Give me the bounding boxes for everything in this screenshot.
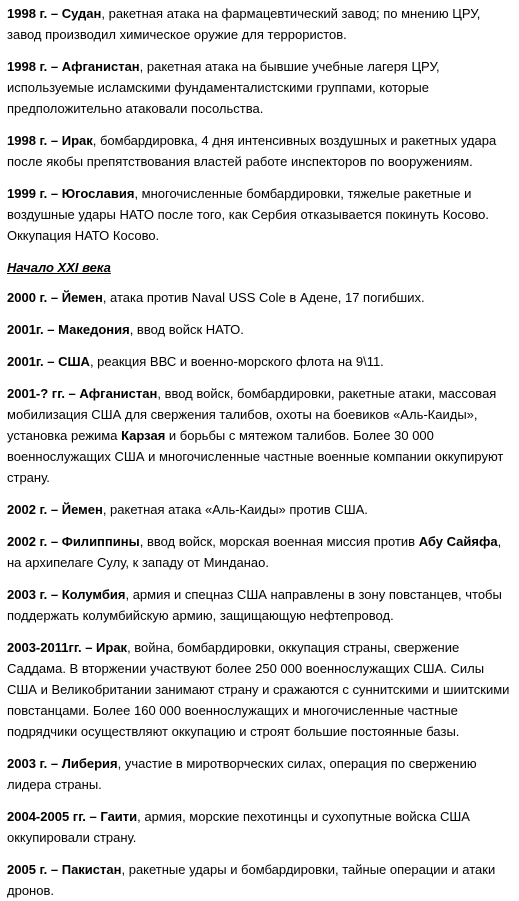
entry-country: Судан bbox=[61, 6, 102, 21]
entry-country: Йемен bbox=[61, 290, 103, 305]
entry-highlight: Абу Сайяфа bbox=[418, 534, 498, 549]
entry-text: , ракетная атака «Аль-Каиды» против США. bbox=[102, 502, 368, 517]
timeline-entry bbox=[7, 753, 513, 795]
entry-date: 2000 г. – bbox=[7, 290, 62, 305]
entry-country: Йемен bbox=[61, 502, 103, 517]
section-title: Начало XXI века bbox=[7, 260, 111, 275]
entry-country: Ирак bbox=[96, 640, 128, 655]
entry-date: 1998 г. – bbox=[7, 6, 62, 21]
entry-text: , ракетные удары и бомбардировки, тайные операции и атаки дронов. bbox=[7, 862, 496, 898]
entry-text: , армия, морские пехотинцы и сухопутные войска США оккупировали страну. bbox=[7, 809, 470, 845]
timeline-entry bbox=[7, 319, 513, 340]
timeline-entry bbox=[7, 499, 513, 520]
timeline-entry bbox=[7, 584, 513, 626]
entry-highlight: Карзая bbox=[121, 428, 166, 443]
timeline-entry bbox=[7, 351, 513, 372]
entry-text: , бомбардировка, 4 дня интенсивных воздушных и ракетных удара после якобы препятствования властей работе инспекторов по вооружениям. bbox=[7, 133, 497, 169]
entry-country: Пакистан bbox=[61, 862, 122, 877]
entry-text: , на архипелаге Сулу, к западу от Минданао. bbox=[7, 534, 502, 570]
entry-country: Ирак bbox=[61, 133, 93, 148]
entry-date: 2003 г. – bbox=[7, 756, 62, 771]
entry-country: США bbox=[58, 354, 90, 369]
entry-text: , атака против Naval USS Cole в Адене, 17 погибших. bbox=[102, 290, 425, 305]
entry-date: 2001г. – bbox=[7, 354, 59, 369]
entry-country: Афганистан bbox=[61, 59, 140, 74]
entry-date: 2001-? гг. – bbox=[7, 386, 80, 401]
entry-country: Афганистан bbox=[79, 386, 158, 401]
entry-date: 2004-2005 гг. – bbox=[7, 809, 101, 824]
entry-text: , ракетная атака на бывшие учебные лагеря ЦРУ, используемые исламскими фундаменталистскими группами, которые предположительно атаковали посольства. bbox=[7, 59, 440, 116]
entry-text: , война, бомбардировки, оккупация страны, свержение Саддама. В вторжении участвуют более 250 000 военнослужащих США. Силы США и Великобритании занимают страну и сражаются с суннитскими и шиитскими повстанцами. Более 160 000 военнослужащих и многочисленные частные подрядчики осуществляют оккупацию и строят большие постоянные базы. bbox=[7, 640, 510, 739]
entry-text: , ввод войск, бомбардировки, ракетные атаки, массовая мобилизация США для свержения талибов, охоты на боевиков «Аль-Каиды», установка режима bbox=[7, 386, 497, 443]
timeline-entry bbox=[7, 3, 513, 45]
entry-country: Либерия bbox=[61, 756, 118, 771]
entry-country: Македония bbox=[58, 322, 130, 337]
entry-text: и борьбы с мятежом талибов. Более 30 000 военнослужащих США и многочисленные частные военные компании оккупируют страну. bbox=[7, 428, 504, 485]
timeline-entry bbox=[7, 287, 513, 308]
timeline-entry bbox=[7, 130, 513, 172]
timeline-entry bbox=[7, 531, 513, 573]
entries-after-section bbox=[7, 287, 513, 901]
timeline-entry bbox=[7, 859, 513, 901]
entry-date: 1998 г. – bbox=[7, 133, 62, 148]
entry-country: Гаити bbox=[100, 809, 138, 824]
entries-before-section bbox=[7, 3, 513, 246]
timeline-entry bbox=[7, 806, 513, 848]
entry-text: , ввод войск, морская военная миссия против bbox=[139, 534, 419, 549]
entry-text: , ракетная атака на фармацевтический завод; по мнению ЦРУ, завод производил химическое оружие для террористов. bbox=[7, 6, 481, 42]
entry-date: 2002 г. – bbox=[7, 502, 62, 517]
timeline-entry bbox=[7, 56, 513, 119]
entry-text: , многочисленные бомбардировки, тяжелые ракетные и воздушные удары НАТО после того, как Сербия отказывается покинуть Косово. Оккупация НАТО Косово. bbox=[7, 186, 489, 243]
entry-date: 2001г. – bbox=[7, 322, 59, 337]
entry-country: Колумбия bbox=[61, 587, 126, 602]
entry-text: , реакция ВВС и военно-морского флота на 9\11. bbox=[89, 354, 384, 369]
entry-date: 2003 г. – bbox=[7, 587, 62, 602]
entry-country: Югославия bbox=[61, 186, 135, 201]
entry-date: 2003-2011гг. – bbox=[7, 640, 97, 655]
timeline-entry bbox=[7, 183, 513, 246]
entry-date: 1999 г. – bbox=[7, 186, 62, 201]
entry-country: Филиппины bbox=[61, 534, 140, 549]
timeline-entry bbox=[7, 637, 513, 742]
entry-date: 2002 г. – bbox=[7, 534, 62, 549]
entry-text: , ввод войск НАТО. bbox=[129, 322, 244, 337]
entry-text: , участие в миротворческих силах, операция по свержению лидера страны. bbox=[7, 756, 477, 792]
timeline-entry bbox=[7, 383, 513, 488]
entry-date: 1998 г. – bbox=[7, 59, 62, 74]
entry-text: , армия и спецназ США направлены в зону повстанцев, чтобы поддержать колумбийскую армию, защищающую нефтепровод. bbox=[7, 587, 502, 623]
entry-date: 2005 г. – bbox=[7, 862, 62, 877]
